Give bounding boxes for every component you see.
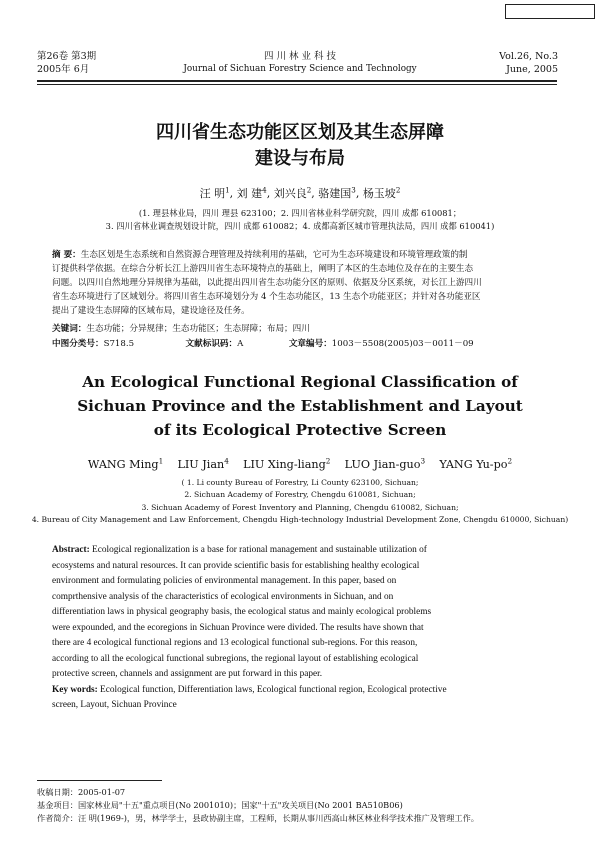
article-no-label: 文章编号：: [288, 339, 332, 349]
title-cn-line1: 四川省生态功能区区划及其生态屏障: [156, 122, 444, 143]
keywords-cn: [52, 322, 562, 336]
author-en: LIU Xing-liang$^2$: [243, 456, 331, 471]
volume-cn: 第26卷 第3期: [37, 51, 97, 62]
header-volume-en: [499, 50, 558, 76]
abstract-cn-label: 摘 要：: [52, 250, 81, 260]
abstract-en-line: protective screen, channels and assignment are put forward in this paper.: [52, 669, 323, 679]
clc-label: 中图分类号：: [52, 339, 104, 349]
abstract-en-line: were expounded, and the ecoregions in Sichuan Province were divided. The results have shown that: [52, 622, 424, 633]
doc-code-value: A: [237, 339, 244, 349]
footnote-fund: 基金项目：国家林业局"十五"重点项目(No 2001010)；国家"十五"攻关项目(No 2001 BA510B06): [37, 800, 403, 810]
keywords-cn-text: 生态功能；分异规律；生态功能区；生态屏障；布局；四川: [86, 324, 310, 334]
abstract-en-line: differentiation laws in physical geography basis, the ecological status and mainly ecological problems: [52, 607, 432, 617]
abstract-en-line: comprthensive analysis of the characteristics of ecological environments in Sichuan, and on: [52, 591, 394, 602]
affiliation-en: 2. Sichuan Academy of Forestry, Chengdu 610081, Sichuan;: [184, 490, 416, 499]
abstract-cn-line: 订提供科学依据。在综合分析长江上游四川省生态环境特点的基础上，阐明了本区的生态地位及存在的主要生态: [52, 264, 474, 274]
header-rule: [37, 80, 557, 82]
header-journal: [140, 50, 460, 76]
author-cn: 杨玉坡$^2$: [362, 185, 401, 200]
author-cn: 刘兴良$^2$: [273, 185, 312, 200]
abstract-en: [52, 543, 560, 714]
author-cn: 骆建国$^3$: [318, 185, 356, 200]
keywords-en-label: Key words:: [52, 684, 98, 695]
author-en: LUO Jian-guo$^3$: [344, 456, 426, 471]
corner-box: [505, 4, 595, 19]
affiliation-en: 4. Bureau of City Management and Law Enforcement, Chengdu High-technology Industrial Development Zone, Chengdu 610000, Sichuan): [31, 515, 569, 524]
author-en: YANG $Yu-po^2$: [439, 456, 513, 471]
journal-name-cn: 四 川 林 业 科 技: [263, 51, 337, 62]
journal-name-en: Journal of Sichuan Forestry Science and Technology: [183, 64, 417, 74]
abstract-en-line: there are 4 ecological functional regions and 13 ecological functional sub-regions. For this reason,: [52, 638, 418, 648]
footnote-author: 作者简介：汪 明(1969-)，男，林学学士，县政协副主席，工程师，长期从事川西高山林区林业科学技术推广及管理工作。: [37, 813, 479, 823]
clc-value: S718.5: [103, 339, 135, 349]
authors-cn: 汪 明$^1$, 刘 建$^4$, 刘兴良$^2$, 骆建国$^3$, 杨玉坡$^2$: [199, 185, 401, 200]
header-rule-thin: [37, 84, 557, 85]
keywords-en-line: Ecological function, Differentiation laws, Ecological functional region, Ecological protective: [100, 684, 447, 695]
title-cn-line2: 建设与布局: [255, 148, 345, 169]
keywords-cn-label: 关键词：: [52, 324, 87, 334]
author-en: LIU Jian$^4$: [177, 456, 229, 471]
abstract-en-line: environment and formulating policies of environmental management. In this paper, based on: [52, 576, 397, 586]
author-cn: 刘 建$^4$: [236, 185, 267, 200]
title-en-line3: of its Ecological Protective Screen: [153, 421, 447, 439]
classification-line: [52, 337, 562, 351]
affiliations-cn-line2: 3. 四川省林业调查规划设计院，四川 成都 610082；4. 成都高新区城市管理执法局，四川 成都 610041): [105, 221, 495, 231]
title-en-line1: An Ecological Functional Regional Classification of: [82, 373, 518, 391]
footnote-received: 收稿日期：2005-01-07: [37, 787, 126, 797]
abstract-en-line: according to all the ecological functional subregions, the regional layout of establishing ecological: [52, 653, 419, 664]
author-cn: 汪 明$^1$: [199, 185, 230, 200]
abstract-en-label: Abstract:: [52, 545, 90, 555]
affiliation-en: 3. Sichuan Academy of Forest Inventory and Planning, Chengdu 610082, Sichuan;: [141, 503, 459, 512]
abstract-cn-line: 省生态环境进行了区域划分。将四川省生态环境划分为 4 个生态功能区，13 生态个功能亚区；并针对各功能亚区: [52, 292, 481, 302]
abstract-cn-line: 问题。以四川自然地理分异规律为基础，以此提出四川省生态功能分区的原则、依据及分区系统，对长江上游四川: [52, 278, 482, 288]
date-en: June, 2005: [506, 64, 558, 75]
authors-en: [30, 458, 570, 471]
footnote-rule: [37, 780, 162, 781]
abstract-cn-line: 生态区划是生态系统和自然资源合理管理及持续利用的基础，它可为生态环境建设和环境管理政策的制: [80, 250, 468, 260]
article-no-value: 1003－5508(2005)03－0011－09: [331, 339, 474, 349]
volume-en: Vol.26, No.3: [499, 51, 558, 62]
affiliations-cn-line1: (1. 理县林业局，四川 理县 623100；2. 四川省林业科学研究院，四川 成都 610081；: [138, 208, 462, 218]
abstract-cn: [52, 248, 562, 318]
abstract-en-line: ecosystems and natural resources. It can provide scientific basis for establishing healthy ecological: [52, 560, 420, 571]
date-cn: 2005年 6月: [37, 64, 90, 75]
title-en-line2: Sichuan Province and the Establishment and Layout: [77, 397, 523, 415]
abstract-cn-line: 提出了建设生态屏障的区域布局，建设途径及任务。: [52, 306, 250, 316]
header-volume-cn: [37, 50, 96, 76]
abstract-en-line: Ecological regionalization is a base for rational management and sustainable utilization of: [92, 545, 427, 555]
keywords-en-line: screen, Layout, Sichuan Province: [52, 700, 177, 710]
doc-code-label: 文献标识码：: [185, 339, 238, 349]
affiliation-en: ( 1. Li county Bureau of Forestry, Li County 623100, Sichuan;: [181, 478, 419, 487]
author-en: WANG Ming$^1$: [87, 456, 164, 471]
